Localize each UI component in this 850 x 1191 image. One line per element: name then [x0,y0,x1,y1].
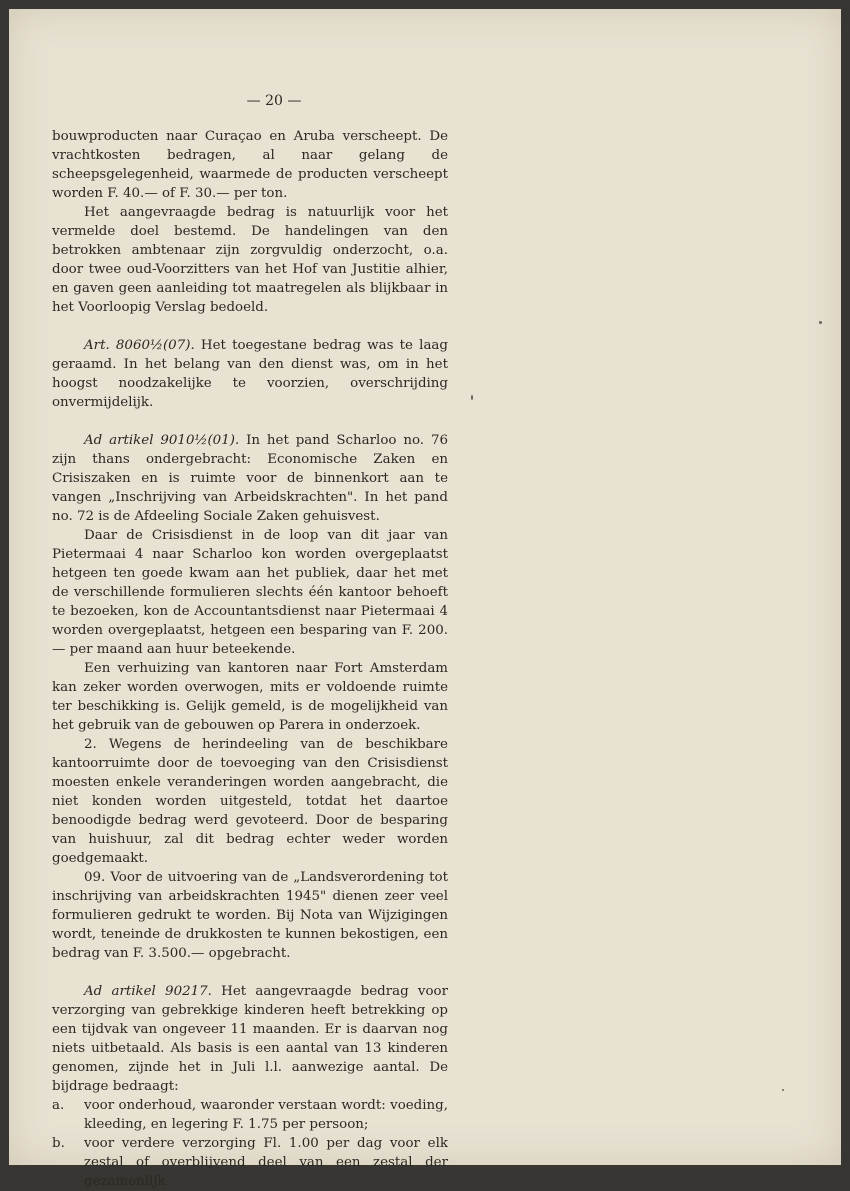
paragraph: Daar de Crisisdienst in de loop van dit jaar van Pietermaai 4 naar Scharloo kon worden overgeplaatst hetgeen ten goede kwam aan het publiek, daar het met de verschillende formulieren slechts één kantoor behoeft te bezoeken, kon de Accountantsdienst naar Pietermaai 4 worden overgeplaatst, hetgeen een besparing van F. 200.— per maand aan huur beteekende. [52,528,448,657]
paragraph-article [52,431,448,526]
body-text [52,127,448,1191]
document-page [9,9,841,1189]
paragraph: 2. Wegens de herindeeling van de beschikbare kantoorruimte door de toevoeging van den Crisisdienst moesten enkele veranderingen worden aangebracht, die niet konden worden uitgesteld, totdat het daartoe benoodigde bedrag werd gevoteerd. Door de besparing van huishuur, zal dit bedrag echter weder worden goedgemaakt. [52,737,448,866]
article-reference: Ad artikel 9010½(01). [84,433,240,448]
page-number: — 20 — [246,93,302,109]
paper-speck [782,1089,784,1091]
paragraph: 09. Voor de uitvoering van de „Landsverordening tot inschrijving van arbeidskrachten 1945" dienen zeer veel formulieren gedrukt te worden. Bij Nota van Wijzigingen wordt, teneinde de drukkosten te kunnen bekostigen, een bedrag van F. 3.500.— opgebracht. [52,870,448,961]
paragraph: Het aangevraagde bedrag is natuurlijk voor het vermelde doel bestemd. De handelingen van den betrokken ambtenaar zijn zorgvuldig onderzocht, o.a. door twee oud-Voorzitters van het Hof van Justitie alhier, en gaven geen aanleiding tot maatregelen als blijkbaar in het Voorloopig Verslag bedoeld. [52,205,448,315]
paragraph: Een verhuizing van kantoren naar Fort Amsterdam kan zeker worden overwogen, mits er voldoende ruimte ter beschikking is. Gelijk gemeld, is de mogelijkheid van het gebruik van de gebouwen op Parera in onderzoek. [52,661,448,733]
list-marker: b. [52,1136,65,1151]
paragraph-text: In het pand Scharloo no. 76 zijn thans ondergebracht: Economische Zaken en Crisiszaken en is ruimte voor de binnenkort aan te vangen „Inschrijving van Arbeidskrachten". In het pand no. 72 is de Afdeeling Sociale Zaken gehuisvest. [52,433,448,524]
paragraph-text: Het aangevraagde bedrag voor verzorging van gebrekkige kinderen heeft betrekking op een tijdvak van ongeveer 11 maanden. Er is daarvan nog niets uitbetaald. Als basis is een aantal van 13 kinderen genomen, zijnde het in Juli l.l. aanwezige aantal. De bijdrage bedraagt: [52,984,448,1094]
paragraph-text: Het toegestane bedrag was te laag geraamd. In het belang van den dienst was, om in het hoogst noodzakelijke te voorzien, overschrijding onvermijdelijk. [52,338,448,410]
paragraph-article [52,336,448,412]
list-item-text: voor onderhoud, waaronder verstaan wordt: voeding, kleeding, en legering F. 1.75 per persoon; [84,1098,448,1132]
article-reference: Art. 8060½(07). [84,338,195,353]
list-item [52,1096,448,1134]
list-marker: a. [52,1098,65,1113]
list-item-text: voor verdere verzorging Fl. 1.00 per dag voor elk zestal of overblijvend deel van een zestal der gezamenlijk [84,1136,448,1189]
list-item [52,1134,448,1191]
paper-speck [819,321,822,324]
paper-speck [471,395,473,400]
article-reference: Ad artikel 90217. [84,984,212,999]
paragraph: bouwproducten naar Curaçao en Aruba verscheept. De vrachtkosten bedragen, al naar gelang de scheepsgelegenheid, waarmede de producten verscheept worden F. 40.— of F. 30.— per ton. [52,129,448,201]
paragraph-article [52,982,448,1096]
